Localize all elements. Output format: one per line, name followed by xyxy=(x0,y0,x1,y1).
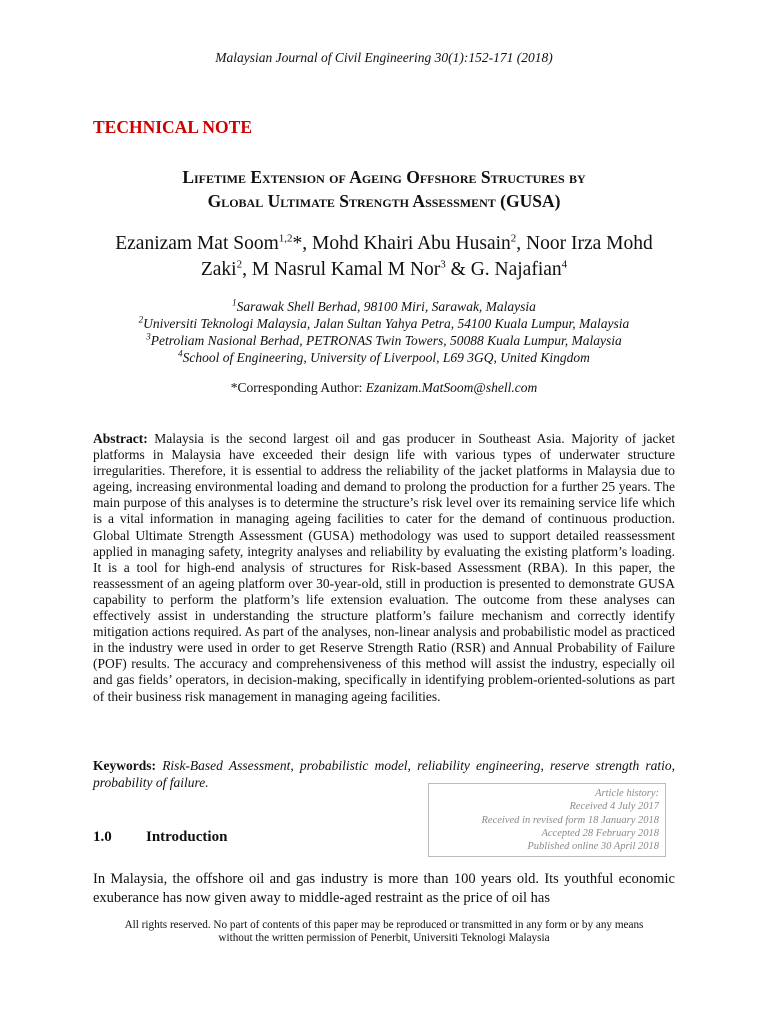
section-title: Introduction xyxy=(146,829,228,845)
affiliation-text: School of Engineering, University of Liverpool, L69 3GQ, United Kingdom xyxy=(182,350,590,365)
author-affil-sup: 2 xyxy=(236,258,243,271)
author-affil-sup: 4 xyxy=(561,258,568,271)
section-label: TECHNICAL NOTE xyxy=(93,117,252,137)
journal-citation: Malaysian Journal of Civil Engineering 30(1):152-171 (2018) xyxy=(215,50,553,65)
title-line-1: Lifetime Extension of Ageing Offshore Structures by xyxy=(182,167,586,187)
affiliation xyxy=(60,332,708,349)
author-name: Zaki xyxy=(200,259,237,280)
affiliation-sup: 3 xyxy=(146,331,151,342)
keywords-text: Risk-Based Assessment, probabilistic model, reliability engineering, reserve strength ratio, probability of failure. xyxy=(93,758,676,790)
paper-title xyxy=(60,165,708,213)
author-name: & G. Najafian xyxy=(445,259,562,280)
author-affil-sup: 3 xyxy=(440,258,446,271)
affiliation xyxy=(60,315,708,332)
keywords-label: Keywords: xyxy=(93,758,156,773)
affiliation-sup: 2 xyxy=(138,314,144,325)
author-line-1 xyxy=(60,231,708,257)
author-name: , M Nasrul Kamal M Nor xyxy=(242,259,441,280)
affiliation-text: Sarawak Shell Berhad, 98100 Miri, Sarawak, Malaysia xyxy=(236,299,536,314)
history-heading: Article history: xyxy=(595,788,659,799)
history-revised: Received in revised form 18 January 2018 xyxy=(481,814,659,826)
affiliation-sup: 4 xyxy=(178,348,183,359)
author-affil-sup: 1,2 xyxy=(278,232,293,245)
copyright-footer xyxy=(60,919,708,944)
affiliation-text: Petroliam Nasional Berhad, PETRONAS Twin Towers, 50088 Kuala Lumpur, Malaysia xyxy=(150,333,622,348)
affiliation xyxy=(60,349,708,366)
footer-line-1: All rights reserved. No part of contents of this paper may be reproduced or transmitted in any form or by any means xyxy=(124,919,644,931)
abstract-label: Abstract: xyxy=(93,431,148,446)
abstract-text: Malaysia is the second largest oil and gas producer in Southeast Asia. Majority of jacket platforms in Malaysia have exceeded their design life with various types of underwater structure irregularities. Therefore, it is essential to address the reliability of the jacket platforms in Malaysia due to ageing, increasing environmental loading and demand to prolong the production for a further 25 years. The main purpose of this analyses is to determine the structure’s risk level over its remaining service life which is a vital information in managing ageing facilities to cater for the demand of continuous production. Global Ultimate Strength Assessment (GUSA) methodology was used to support detailed reassessment applied in managing safety, integrity analyses and reliability by evaluating the existing platform’s loading. It is a tool for high-end analysis of structures for Risk-based Assessment (RBA). In this paper, the reassessment of an ageing platform over 30-year-old, still in production is presented to demonstrate GUSA capability to perform the platform’s life extension evaluation. The outcome from these analyses can effectively assist in understanding the structure platform’s failure mechanism and correctly identify mitigation actions required. As part of the analyses, non-linear analysis and probabilistic model as practiced in the industry were used in order to get Reserve Strength Ratio (RSR) and Annual Probability of Failure (POF) results. The accuracy and comprehensiveness of this method will assist the industry, especially oil and gas fields’ operators, in decision-making, specifically in identifying problem-oriented-solutions as part of their business risk management in managing ageing facilities. xyxy=(93,431,676,704)
section-heading xyxy=(93,829,227,846)
intro-paragraph: In Malaysia, the offshore oil and gas industry is more than 100 years old. Its youthful economic exuberance has now given away to middle-aged restraint as the price of oil has xyxy=(93,871,675,906)
author-name: Ezanizam Mat Soom xyxy=(115,233,279,254)
history-accepted: Accepted 28 February 2018 xyxy=(541,827,659,839)
corresponding-email[interactable]: Ezanizam.MatSoom@shell.com xyxy=(365,380,538,395)
author-list xyxy=(60,231,708,283)
article-history xyxy=(428,783,666,857)
affiliation-sup: 1 xyxy=(232,297,237,308)
author-name: , Noor Irza Mohd xyxy=(516,233,653,254)
affiliations xyxy=(60,298,708,366)
corresponding-mark: *, xyxy=(292,233,313,254)
author-name: Mohd Khairi Abu Husain xyxy=(312,233,511,254)
abstract xyxy=(93,431,675,705)
corresponding-label: *Corresponding Author: xyxy=(230,380,366,395)
corresponding-author xyxy=(60,380,708,396)
footer-line-2: without the written permission of Penerbit, Universiti Teknologi Malaysia xyxy=(218,931,550,944)
history-received: Received 4 July 2017 xyxy=(569,801,659,813)
affiliation xyxy=(60,298,708,315)
author-affil-sup: 2 xyxy=(510,232,517,245)
title-line-2: Global Ultimate Strength Assessment (GUSA) xyxy=(207,191,561,211)
section-number: 1.0 xyxy=(93,829,112,845)
author-line-2 xyxy=(60,257,708,283)
affiliation-text: Universiti Teknologi Malaysia, Jalan Sultan Yahya Petra, 54100 Kuala Lumpur, Malaysia xyxy=(143,316,630,331)
history-online: Published online 30 April 2018 xyxy=(527,841,659,853)
